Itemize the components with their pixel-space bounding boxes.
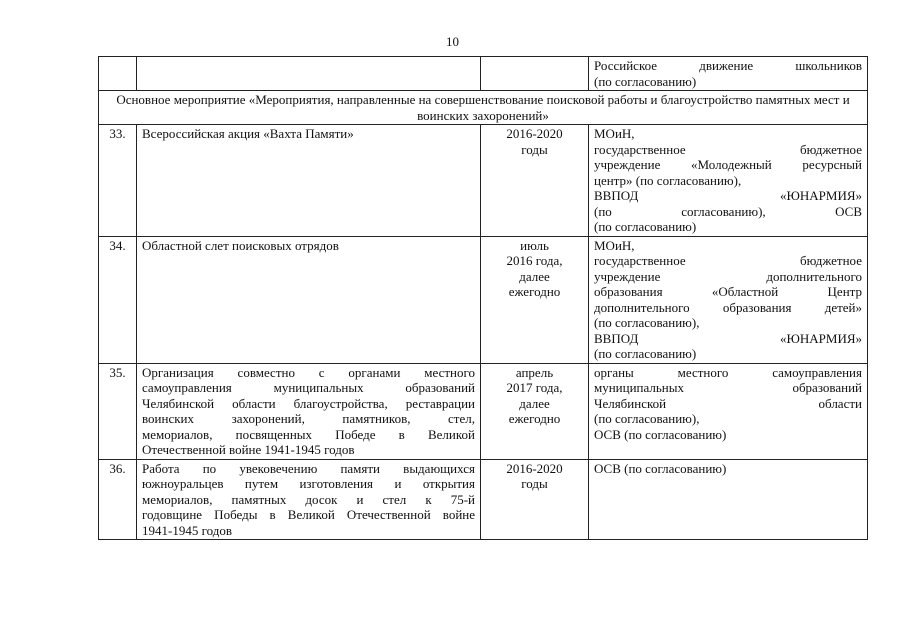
resp-line: ОСВ (по согласованию): [594, 460, 727, 476]
resp-line: муниципальных образований: [594, 380, 862, 395]
term-line: ежегодно: [508, 411, 561, 426]
resp-line: ВВПОД «ЮНАРМИЯ»: [594, 188, 862, 203]
resp-line: Челябинской области: [594, 395, 862, 411]
term-line: годы: [521, 476, 548, 491]
row-name: [137, 459, 481, 540]
resp-line: (по согласованию),: [594, 411, 700, 426]
section-header: Основное мероприятие «Мероприятия, направленные на совершенствование поисковой работы и благоустройство памятных мест и воинских захоронений»: [99, 91, 868, 125]
resp-line: образования «Областной Центр: [594, 284, 862, 299]
measures-table: [98, 56, 868, 540]
name-line: Всероссийская акция «Вахта Памяти»: [142, 126, 354, 141]
resp-line: МОиН,: [594, 237, 635, 253]
term-line: июль: [520, 237, 549, 253]
cell-num: [99, 57, 137, 91]
term-line: далее: [519, 395, 550, 411]
name-line: Областной слет поисковых отрядов: [142, 237, 339, 253]
resp-line: органы местного самоуправления: [594, 364, 862, 380]
term-line: 2016-2020: [506, 460, 563, 476]
term-line: далее: [519, 268, 550, 284]
resp-line: государственное бюджетное: [594, 253, 862, 268]
term-line: 2016 года,: [506, 253, 563, 268]
row-name: [137, 236, 481, 363]
table-row: [99, 363, 868, 459]
name-line: самоуправления муниципальных образований: [142, 380, 475, 395]
row-responsible: [589, 363, 868, 459]
resp-line: центр» (по согласованию),: [594, 172, 742, 188]
name-line: мемориалов, памятных досок и стел к 75-й: [142, 491, 475, 507]
table-row-continuation: [99, 57, 868, 91]
row-number: 34.: [99, 236, 137, 363]
resp-line: учреждение дополнительного: [594, 268, 862, 284]
row-term: [481, 459, 589, 540]
term-line: ежегодно: [508, 284, 561, 299]
resp-line: ОСВ (по согласованию): [594, 426, 727, 442]
cell-responsible: [589, 57, 868, 91]
resp-line: дополнительного образования детей»: [594, 299, 862, 315]
name-line: Отечественной войне 1941-1945 годов: [142, 442, 355, 457]
term-line: 2017 года,: [506, 380, 563, 395]
name-line: южноуральцев путем изготовления и открытия: [142, 476, 475, 491]
term-line: 2016-2020: [506, 126, 563, 141]
term-line: годы: [521, 141, 548, 157]
resp-line: (по согласованию), ОСВ: [594, 203, 862, 219]
term-line: апрель: [515, 364, 554, 380]
resp-line: (по согласованию),: [594, 315, 700, 330]
resp-line: государственное бюджетное: [594, 141, 862, 157]
section-header-row: [99, 91, 868, 125]
name-line: воинских захоронений, памятников, стел,: [142, 411, 475, 426]
responsible-line: (по согласованию): [594, 73, 697, 89]
responsible-line: Российское движение школьников: [594, 58, 862, 73]
table-row: [99, 236, 868, 363]
name-line: Организация совместно с органами местного: [142, 364, 475, 380]
name-line: Челябинской области благоустройства, реставрации: [142, 395, 475, 411]
row-term: [481, 236, 589, 363]
name-line: Работа по увековечению памяти выдающихся: [142, 460, 475, 476]
resp-line: ВВПОД «ЮНАРМИЯ»: [594, 330, 862, 346]
row-number: 35.: [99, 363, 137, 459]
resp-line: МОиН,: [594, 126, 635, 141]
resp-line: (по согласованию): [594, 219, 697, 234]
page-number: 10: [446, 34, 459, 49]
row-term: [481, 363, 589, 459]
cell-name: [137, 57, 481, 91]
row-responsible: [589, 459, 868, 540]
resp-line: учреждение «Молодежный ресурсный: [594, 157, 862, 172]
row-responsible: [589, 125, 868, 237]
name-line: годовщине Победы в Великой Отечественной войне: [142, 507, 475, 522]
table-row: [99, 125, 868, 237]
name-line: мемориалов, посвященных Победе в Великой: [142, 426, 475, 442]
name-line: 1941-1945 годов: [142, 522, 232, 538]
row-name: [137, 363, 481, 459]
cell-term: [481, 57, 589, 91]
table-row: [99, 459, 868, 540]
row-name: [137, 125, 481, 237]
row-responsible: [589, 236, 868, 363]
row-term: [481, 125, 589, 237]
resp-line: (по согласованию): [594, 346, 697, 361]
row-number: 33.: [99, 125, 137, 237]
row-number: 36.: [99, 459, 137, 540]
